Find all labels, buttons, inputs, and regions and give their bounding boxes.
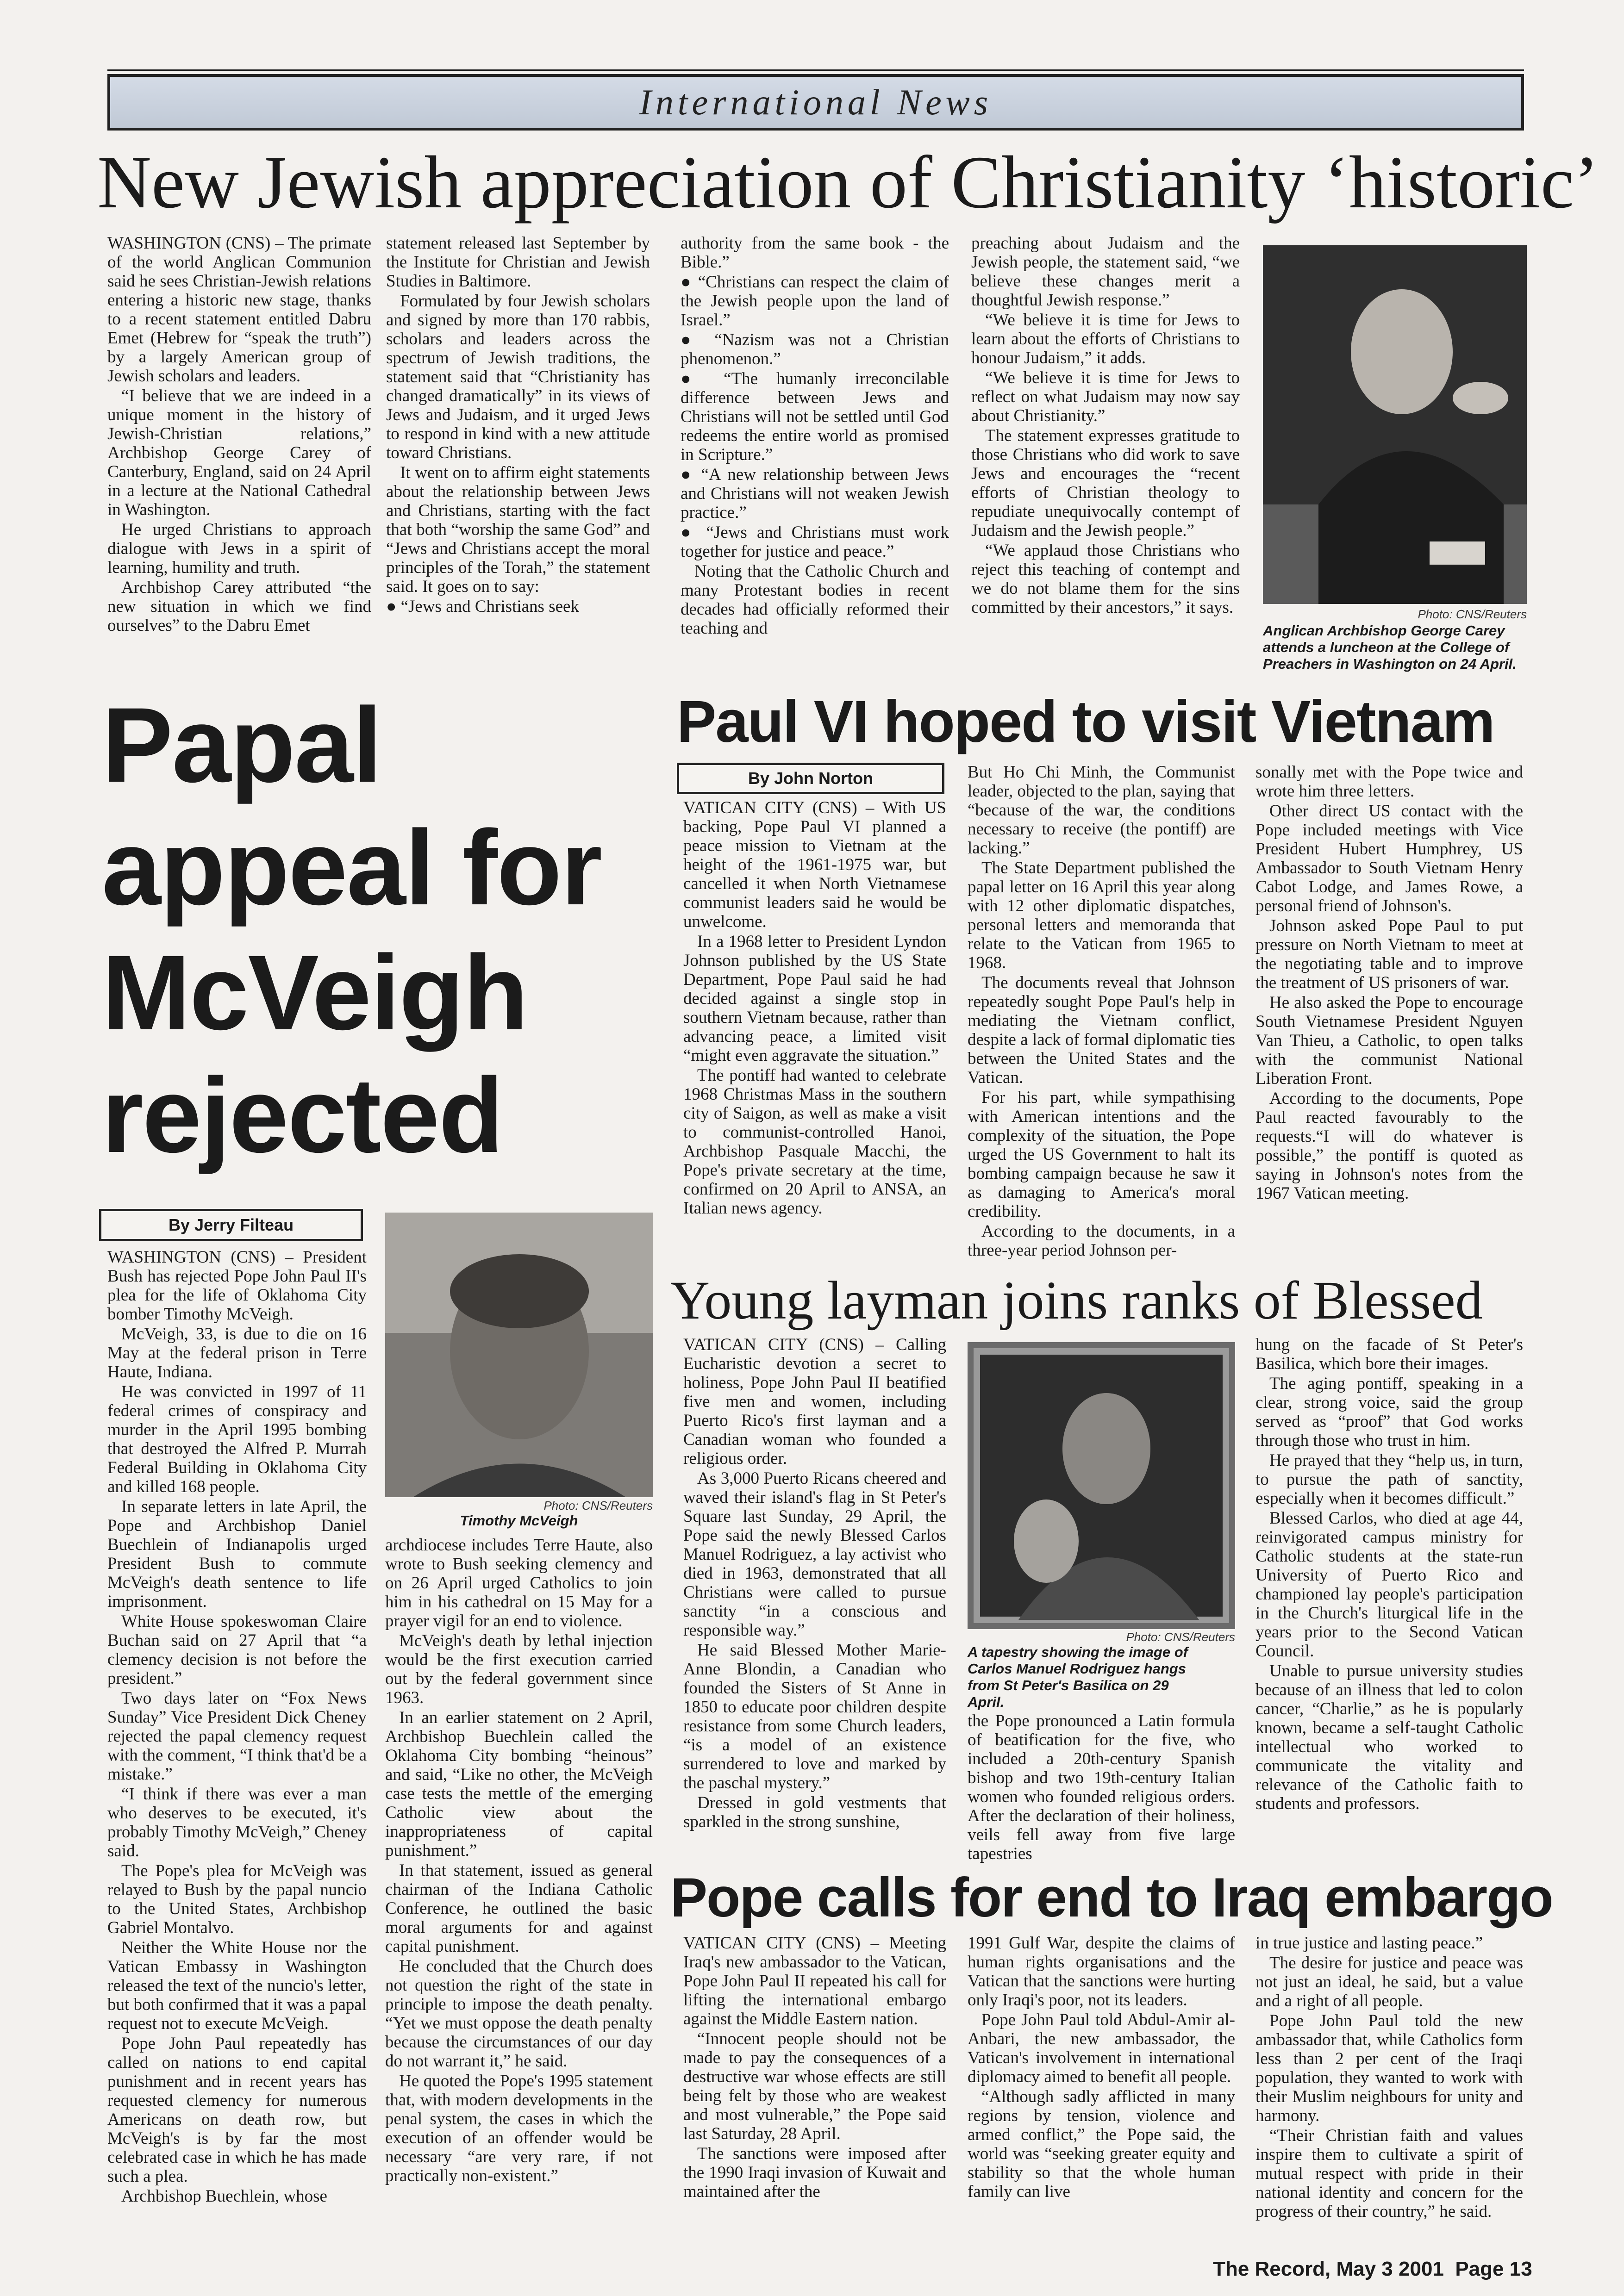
story2-headline-line-1: Papal: [102, 685, 381, 804]
mcveigh-photo: [385, 1213, 653, 1497]
paragraph: In an earlier statement on 2 April, Archbishop Buechlein called the Oklahoma City bombing “heinous” and said, “Like no other, the McVeigh case tests the mettle of the emerging Catholic view about the inappropriateness of capital punishment.”: [385, 1708, 653, 1860]
paragraph: McVeigh's death by lethal injection would be the first execution carried out by the federal government since 1963.: [385, 1631, 653, 1707]
story4-headline: Young layman joins ranks of Blessed: [670, 1270, 1483, 1331]
paragraph: He prayed that they “help us, in turn, to pursue the path of sanctity, especially when it becomes difficult.”: [1255, 1451, 1523, 1508]
paragraph: “We applaud those Christians who reject this teaching of contempt and we do not blame them for the sins committed by their ancestors,” it says.: [971, 541, 1240, 617]
paragraph: Archbishop Carey attributed “the new situation in which we find ourselves” to the Dabru Emet: [107, 578, 371, 635]
paragraph: “I think if there was ever a man who deserves to be executed, it's probably Timothy McVeigh,” Cheney said.: [107, 1785, 367, 1860]
tapestry-photo-image: [968, 1342, 1235, 1629]
story2-column-2: [385, 1536, 653, 2244]
paragraph: ● “Jews and Christians seek: [386, 597, 579, 616]
paragraph: According to the documents, Pope Paul reacted favourably to the requests.“I will do whatever is possible,” the pontiff is quoted as saying in Johnson's notes from the 1967 Vatican meeting.: [1255, 1089, 1523, 1203]
paragraph: Pope John Paul repeatedly has called on nations to end capital punishment and in recent years has requested clemency for numerous Americans on death row, but McVeigh's is by far the most celebrated case in which he has made such a plea.: [107, 2034, 367, 2186]
paragraph: “Although sadly afflicted in many regions by tension, violence and armed conflict,” the Pope said, the world was “seeking greater equity and stability so that the whole human family can live: [968, 2087, 1235, 2201]
story5-column-2: [968, 1934, 1235, 2248]
paragraph: ● “Christians can respect the claim of the Jewish people upon the land of Israel.”: [681, 273, 949, 330]
story2-headline-line-4: rejected: [102, 1056, 503, 1175]
paragraph: Dressed in gold vestments that sparkled in the strong sunshine,: [683, 1793, 946, 1831]
paragraph: Neither the White House nor the Vatican Embassy in Washington released the text of the nuncio's letter, but both confirmed that it was a papal request not to execute McVeigh.: [107, 1938, 367, 2033]
paragraph: He was convicted in 1997 of 11 federal crimes of conspiracy and murder in the April 1995 bombing that destroyed the Alfred P. Murrah Federal Building in Oklahoma City and killed 168 people.: [107, 1382, 367, 1496]
section-title: International News: [639, 82, 993, 122]
paragraph: archdiocese includes Terre Haute, also wrote to Bush seeking clemency and on 26 April urged Catholics to join him in his cathedral on 15 May for a prayer vigil for an end to violence.: [385, 1536, 653, 1630]
paragraph: The Pope's plea for McVeigh was relayed to Bush by the papal nuncio to the United States, Archbishop Gabriel Montalvo.: [107, 1861, 367, 1937]
story5-column-1: [683, 1934, 946, 2248]
story2-headline-line-2: appeal for: [102, 808, 602, 927]
story5-headline: Pope calls for end to Iraq embargo: [670, 1867, 1553, 1929]
paragraph: WASHINGTON (CNS) – The primate of the world Anglican Communion said he sees Christian-Jewish relations entering a historic new stage, thanks to a recent statement entitled Dabru Emet (Hebrew for “speak the truth”) by a largely American group of Jewish scholars and leaders.: [107, 234, 371, 386]
story1-column-2: [386, 234, 650, 671]
paragraph: The aging pontiff, speaking in a clear, strong voice, said the group served as “proof” that God works through those who trust in him.: [1255, 1374, 1523, 1450]
paragraph: The documents reveal that Johnson repeatedly sought Pope Paul's help in mediating the Vietnam conflict, despite a lack of formal diplomatic ties between the United States and the Vatican.: [968, 973, 1235, 1087]
paragraph: sonally met with the Pope twice and wrote him three letters.: [1255, 763, 1523, 801]
story4-column-2: [968, 1711, 1235, 1869]
story3-column-3: [1255, 763, 1523, 1270]
paragraph: McVeigh, 33, is due to die on 16 May at the federal prison in Terre Haute, Indiana.: [107, 1325, 367, 1381]
paragraph: ● “The humanly irreconcilable difference between Jews and Christians will not be settled until God redeems the entire world as promised in Scripture.”: [681, 369, 949, 464]
paragraph: The State Department published the papal letter on 16 April this year along with 12 other diplomatic dispatches, personal letters and memoranda that relate to the Vatican from 1965 to 1968.: [968, 859, 1235, 972]
story1-column-1: [107, 234, 371, 671]
section-top-rule: [107, 69, 1524, 71]
paragraph: preaching about Judaism and the Jewish people, the statement said, “we believe these changes merit a thoughtful Jewish response.”: [971, 234, 1240, 310]
paragraph: “We believe it is time for Jews to reflect on what Judaism may now say about Christianity.”: [971, 368, 1240, 425]
paragraph: Pope John Paul told Abdul-Amir al-Anbari, the new ambassador, the Vatican's involvement in international diplomacy aimed to benefit all people.: [968, 2010, 1235, 2086]
paragraph: the Pope pronounced a Latin formula of beatification for the five, who included a 20th-century Spanish bishop and two 19th-century Italian women who founded religious orders. After the declaration of their holiness, veils fell away from five large tapestries: [968, 1711, 1235, 1863]
paragraph: He urged Christians to approach dialogue with Jews in a spirit of learning, humility and truth.: [107, 520, 371, 577]
paragraph: VATICAN CITY (CNS) – Meeting Iraq's new ambassador to the Vatican, Pope John Paul II repeated his call for lifting the international embargo against the Middle Eastern nation.: [683, 1934, 946, 2028]
paragraph: In that statement, issued as general chairman of the Indiana Catholic Conference, he outlined the basic moral arguments for and against capital punishment.: [385, 1861, 653, 1956]
paragraph: But Ho Chi Minh, the Communist leader, objected to the plan, saying that “because of the war, the conditions necessary to receive (the pontiff) are lacking.”: [968, 763, 1235, 858]
section-banner: [107, 74, 1524, 131]
archbishop-carey-photo: [1263, 245, 1527, 604]
paragraph: He concluded that the Church does not question the right of the state in principle to impose the death penalty. “Yet we must oppose the death penalty because the circumstances of our day do not warrant it,” he said.: [385, 1957, 653, 2071]
story3-column-1: [683, 798, 946, 1270]
paragraph: “I believe that we are indeed in a unique moment in the history of Jewish-Christian relations,” Archbishop George Carey of Canterbury, England, said on 24 April in a lecture at the National Cathedral in Washington.: [107, 386, 371, 519]
paragraph: in true justice and lasting peace.”: [1255, 1934, 1483, 1953]
story2-column-1: [107, 1248, 367, 2243]
paragraph: Two days later on “Fox News Sunday” Vice President Dick Cheney rejected the papal clemency request with the comment, “I think that'd be a mistake.”: [107, 1689, 367, 1784]
paragraph: He quoted the Pope's 1995 statement that, with modern developments in the penal system, the cases in which the execution of an offender would be necessary “are very rare, if not practically non-existent.”: [385, 2072, 653, 2185]
paragraph: VATICAN CITY (CNS) – With US backing, Pope Paul VI planned a peace mission to Vietnam at the height of the 1961-1975 war, but cancelled it when North Vietnamese communist leaders said he would be unwelcome.: [683, 798, 946, 931]
paragraph: The statement expresses gratitude to those Christians who did work to save Jews and encourages the “recent efforts of Christian theology to repudiate unequivocally contempt of Judaism and the Jewish people.”: [971, 426, 1240, 540]
paragraph: statement released last September by the Institute for Christian and Jewish Studies in Baltimore.: [386, 234, 650, 291]
carey-photo-caption: Anglican Archbishop George Carey attends a luncheon at the College of Preachers in Washington on 24 April.: [1263, 622, 1517, 672]
archbishop-photo-image: [1263, 245, 1527, 604]
story1-column-3: [681, 234, 949, 671]
rodriguez-tapestry-photo: [968, 1342, 1235, 1629]
paragraph: ● “A new relationship between Jews and Christians will not weaken Jewish practice.”: [681, 465, 949, 522]
tapestry-photo-caption: A tapestry showing the image of Carlos Manuel Rodriguez hangs from St Peter's Basilica on 29 April.: [968, 1644, 1188, 1710]
paragraph: Archbishop Buechlein, whose: [121, 2187, 327, 2206]
paragraph: In separate letters in late April, the Pope and Archbishop Daniel Buechlein of Indianapolis urged President Bush to commute McVeigh's death sentence to life imprisonment.: [107, 1497, 367, 1611]
paragraph: For his part, while sympathising with American intentions and the complexity of the situation, the Pope urged the US Government to halt its bombing campaign because he saw it as damaging to America's moral credibility.: [968, 1088, 1235, 1221]
story1-column-4: [971, 234, 1240, 671]
paragraph: White House spokeswoman Claire Buchan said on 27 April that “a clemency decision is not before the president.”: [107, 1612, 367, 1688]
paragraph: According to the documents, in a three-year period Johnson per-: [968, 1222, 1235, 1260]
paragraph: He said Blessed Mother Marie-Anne Blondin, a Canadian who founded the Sisters of St Anne in 1850 to educate poor children despite resistance from some Church leaders, “is a model of an existence surrendered to love and marked by the paschal mystery.”: [683, 1641, 946, 1792]
paragraph: “We believe it is time for Jews to learn about the efforts of Christians to honour Judaism,” it adds.: [971, 311, 1240, 367]
story5-column-3: [1255, 1934, 1523, 2248]
paragraph: It went on to affirm eight statements about the relationship between Jews and Christians, starting with the fact that both “worship the same God” and “Jews and Christians accept the moral principles of the Torah,” the statement said. It goes on to say:: [386, 463, 650, 596]
paragraph: 1991 Gulf War, despite the claims of human rights organisations and the Vatican that the sanctions were hurting only Iraqi's poor, not its leaders.: [968, 1934, 1235, 2010]
story3-headline: Paul VI hoped to visit Vietnam: [677, 689, 1494, 755]
paragraph: WASHINGTON (CNS) – President Bush has rejected Pope John Paul II's plea for the life of Oklahoma City bomber Timothy McVeigh.: [107, 1248, 367, 1324]
paragraph: Other direct US contact with the Pope included meetings with Vice President Hubert Humphrey, US Ambassador to South Vietnam Henry Cabot Lodge, and James Rowe, a personal friend of Johnson's.: [1255, 802, 1523, 915]
paragraph: Noting that the Catholic Church and many Protestant bodies in recent decades had officially reformed their teaching and: [681, 562, 949, 638]
story3-byline: By John Norton: [677, 763, 944, 794]
paragraph: The pontiff had wanted to celebrate 1968 Christmas Mass in the southern city of Saigon, as well as make a visit to communist-controlled Hanoi, Archbishop Pasquale Macchi, the Pope's private secretary at the time, confirmed on 20 April to ANSA, an Italian news agency.: [683, 1066, 946, 1218]
mcveigh-photo-caption: Timothy McVeigh: [460, 1512, 578, 1529]
paragraph: He also asked the Pope to encourage South Vietnamese President Nguyen Van Thieu, a Catholic, to open talks with the communist National Liberation Front.: [1255, 993, 1523, 1088]
page-footer: The Record, May 3 2001 Page 13: [1213, 2258, 1532, 2280]
story3-column-2: [968, 763, 1235, 1270]
story2-headline-line-3: McVeigh: [102, 933, 528, 1052]
paragraph: “Innocent people should not be made to pay the consequences of a destructive war whose effects are still being felt by those who are weakest and most vulnerable,” the Pope said last Saturday, 28 April.: [683, 2029, 946, 2143]
tapestry-photo-credit: Photo: CNS/Reuters: [1126, 1630, 1235, 1644]
story4-column-1: [683, 1335, 946, 1835]
paragraph: ● “Nazism was not a Christian phenomenon.”: [681, 330, 949, 368]
paragraph: In a 1968 letter to President Lyndon Johnson published by the US State Department, Pope Paul said he had decided against a single stop in southern Vietnam because, rather than advancing peace, a limited visit “might even aggravate the situation.”: [683, 932, 946, 1065]
mcveigh-photo-credit: Photo: CNS/Reuters: [543, 1499, 653, 1512]
paragraph: Unable to pursue university studies because of an illness that led to colon cancer, “Charlie,” as he is popularly known, became a self-taught Catholic intellectual who worked to communicate the vitality and relevance of the Catholic faith to students and professors.: [1255, 1661, 1523, 1813]
paragraph: As 3,000 Puerto Ricans cheered and waved their island's flag in St Peter's Square last Sunday, 29 April, the Pope said the newly Blessed Carlos Manuel Rodriguez, a lay activist who died in 1963, demonstrated that all Christians were called to pursue sanctity “in a conscious and responsible way.”: [683, 1469, 946, 1640]
paragraph: authority from the same book - the Bible.”: [681, 234, 949, 272]
carey-photo-credit: Photo: CNS/Reuters: [1418, 607, 1527, 621]
paragraph: Johnson asked Pope Paul to put pressure on North Vietnam to meet at the negotiating table and to improve the treatment of US prisoners of war.: [1255, 916, 1523, 992]
story2-byline: By Jerry Filteau: [99, 1209, 363, 1241]
paragraph: The desire for justice and peace was not just an ideal, he said, but a value and a right of all people.: [1255, 1954, 1523, 2010]
mcveigh-photo-image: [385, 1213, 653, 1497]
paragraph: Pope John Paul told the new ambassador that, while Catholics form less than 2 per cent of the Iraqi population, they wanted to work with their Muslim neighbours for unity and harmony.: [1255, 2011, 1523, 2125]
paragraph: hung on the facade of St Peter's Basilica, which bore their images.: [1255, 1335, 1523, 1373]
story4-column-3: [1255, 1335, 1523, 1867]
story1-headline: New Jewish appreciation of Christianity ‘historic’: [97, 141, 1599, 224]
paragraph: VATICAN CITY (CNS) – Calling Eucharistic devotion a secret to holiness, Pope John Paul II beatified five men and women, including Puerto Rico's first layman and a Canadian woman who founded a religious order.: [683, 1335, 946, 1468]
paragraph: The sanctions were imposed after the 1990 Iraqi invasion of Kuwait and maintained after the: [683, 2144, 946, 2201]
paragraph: Blessed Carlos, who died at age 44, reinvigorated campus ministry for Catholic students at the state-run University of Puerto Rico and championed lay people's participation in the Church's liturgical life in the years prior to the Second Vatican Council.: [1255, 1509, 1523, 1661]
paragraph: ● “Jews and Christians must work together for justice and peace.”: [681, 523, 949, 561]
paragraph: “Their Christian faith and values inspire them to cultivate a spirit of mutual respect with pride in their national identity and concern for the progress of their country,” he said.: [1255, 2126, 1523, 2221]
paragraph: Formulated by four Jewish scholars and signed by more than 170 rabbis, scholars and leaders across the spectrum of Jewish traditions, the statement said that “Christianity has changed dramatically” in its views of Jews and Judaism, and it urged Jews to respond in kind with a new attitude toward Christians.: [386, 292, 650, 462]
